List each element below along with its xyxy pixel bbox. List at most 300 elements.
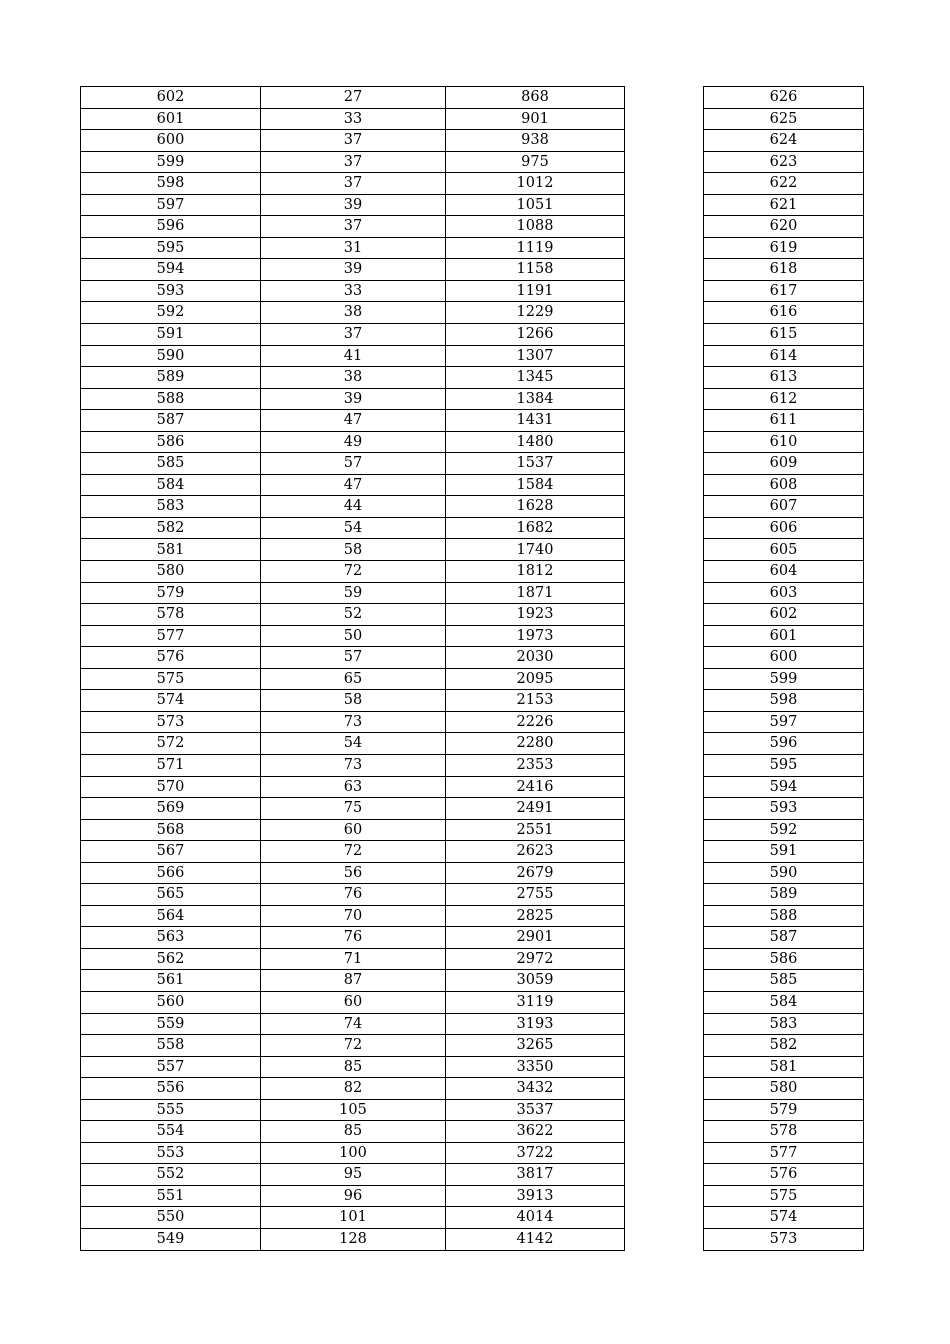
cumulative-cell: 2095 (446, 668, 625, 690)
count-cell: 47 (261, 410, 446, 432)
score-cell: 596 (704, 733, 864, 755)
table-row (81, 841, 625, 863)
table-row (704, 302, 864, 324)
score-cell: 605 (704, 539, 864, 561)
table-row (704, 1228, 864, 1250)
score-cell: 581 (81, 539, 261, 561)
count-cell: 54 (261, 733, 446, 755)
table-row (704, 905, 864, 927)
cumulative-cell: 2153 (446, 690, 625, 712)
cumulative-cell: 3119 (446, 991, 625, 1013)
score-cell: 614 (704, 345, 864, 367)
score-cell: 571 (81, 754, 261, 776)
score-cell: 577 (704, 1142, 864, 1164)
score-cell: 583 (81, 496, 261, 518)
count-cell: 72 (261, 561, 446, 583)
cumulative-cell: 3350 (446, 1056, 625, 1078)
score-cell: 567 (81, 841, 261, 863)
cumulative-cell: 1740 (446, 539, 625, 561)
table-row (81, 1142, 625, 1164)
score-cell: 612 (704, 388, 864, 410)
table-row (704, 280, 864, 302)
cumulative-cell: 1051 (446, 194, 625, 216)
count-cell: 95 (261, 1164, 446, 1186)
score-cell: 623 (704, 151, 864, 173)
table-row (81, 970, 625, 992)
score-cell: 599 (81, 151, 261, 173)
count-cell: 74 (261, 1013, 446, 1035)
count-cell: 85 (261, 1056, 446, 1078)
cumulative-cell: 1088 (446, 216, 625, 238)
score-cell: 587 (704, 927, 864, 949)
table-row (704, 754, 864, 776)
count-cell: 58 (261, 539, 446, 561)
cumulative-cell: 1682 (446, 517, 625, 539)
count-cell: 76 (261, 927, 446, 949)
cumulative-cell: 2030 (446, 647, 625, 669)
score-cell: 597 (704, 711, 864, 733)
table-row (704, 1142, 864, 1164)
cumulative-cell: 1871 (446, 582, 625, 604)
score-cell: 586 (704, 948, 864, 970)
table-row (704, 237, 864, 259)
score-cell: 556 (81, 1078, 261, 1100)
score-cell: 625 (704, 108, 864, 130)
table-row (81, 151, 625, 173)
table-row (81, 259, 625, 281)
cumulative-cell: 1973 (446, 625, 625, 647)
table-row (704, 991, 864, 1013)
table-row (704, 173, 864, 195)
table-row (81, 367, 625, 389)
score-cell: 602 (704, 604, 864, 626)
score-cell: 598 (81, 173, 261, 195)
count-cell: 87 (261, 970, 446, 992)
table-row (704, 216, 864, 238)
table-row (81, 108, 625, 130)
cumulative-cell: 2623 (446, 841, 625, 863)
table-row (704, 927, 864, 949)
table-row (704, 194, 864, 216)
score-cell: 610 (704, 431, 864, 453)
score-cell: 616 (704, 302, 864, 324)
table-row (704, 1056, 864, 1078)
table-row (81, 474, 625, 496)
table-row (81, 194, 625, 216)
cumulative-cell: 1628 (446, 496, 625, 518)
table-row (81, 539, 625, 561)
table-row (704, 582, 864, 604)
table-row (704, 668, 864, 690)
table-row (81, 388, 625, 410)
table-row (704, 1185, 864, 1207)
table-row (704, 388, 864, 410)
table-row (704, 862, 864, 884)
score-cell: 573 (704, 1228, 864, 1250)
cumulative-cell: 2226 (446, 711, 625, 733)
table-row (704, 948, 864, 970)
count-cell: 57 (261, 453, 446, 475)
cumulative-cell: 2491 (446, 798, 625, 820)
cumulative-cell: 2280 (446, 733, 625, 755)
table-row (81, 216, 625, 238)
table-row (704, 151, 864, 173)
cumulative-cell: 901 (446, 108, 625, 130)
side-score-table-body (704, 87, 864, 1251)
count-cell: 82 (261, 1078, 446, 1100)
table-row (704, 453, 864, 475)
table-row (704, 970, 864, 992)
score-cell: 611 (704, 410, 864, 432)
cumulative-cell: 1229 (446, 302, 625, 324)
score-cell: 578 (81, 604, 261, 626)
score-cell: 613 (704, 367, 864, 389)
score-cell: 574 (81, 690, 261, 712)
score-cell: 550 (81, 1207, 261, 1229)
score-table (80, 86, 625, 1251)
score-cell: 549 (81, 1228, 261, 1250)
count-cell: 60 (261, 991, 446, 1013)
score-cell: 601 (81, 108, 261, 130)
score-cell: 593 (704, 798, 864, 820)
score-cell: 561 (81, 970, 261, 992)
table-row (81, 1185, 625, 1207)
count-cell: 41 (261, 345, 446, 367)
table-row (81, 711, 625, 733)
table-row (704, 87, 864, 109)
score-cell: 602 (81, 87, 261, 109)
table-row (704, 108, 864, 130)
cumulative-cell: 1307 (446, 345, 625, 367)
score-cell: 584 (704, 991, 864, 1013)
table-row (81, 237, 625, 259)
table-row (81, 1056, 625, 1078)
table-row (81, 130, 625, 152)
count-cell: 63 (261, 776, 446, 798)
count-cell: 65 (261, 668, 446, 690)
score-cell: 594 (81, 259, 261, 281)
table-row (704, 561, 864, 583)
table-row (81, 1164, 625, 1186)
table-row (704, 324, 864, 346)
score-cell: 584 (81, 474, 261, 496)
count-cell: 39 (261, 259, 446, 281)
table-row (704, 1121, 864, 1143)
table-row (81, 561, 625, 583)
table-row (81, 884, 625, 906)
score-cell: 582 (81, 517, 261, 539)
count-cell: 56 (261, 862, 446, 884)
score-cell: 626 (704, 87, 864, 109)
table-row (704, 1164, 864, 1186)
table-row (81, 754, 625, 776)
count-cell: 49 (261, 431, 446, 453)
cumulative-cell: 3432 (446, 1078, 625, 1100)
score-cell: 590 (81, 345, 261, 367)
cumulative-cell: 938 (446, 130, 625, 152)
table-row (704, 625, 864, 647)
table-row (704, 1078, 864, 1100)
score-cell: 592 (704, 819, 864, 841)
score-cell: 572 (81, 733, 261, 755)
score-cell: 555 (81, 1099, 261, 1121)
count-cell: 75 (261, 798, 446, 820)
score-cell: 580 (704, 1078, 864, 1100)
table-row (704, 690, 864, 712)
cumulative-cell: 1119 (446, 237, 625, 259)
cumulative-cell: 1191 (446, 280, 625, 302)
score-cell: 589 (81, 367, 261, 389)
count-cell: 33 (261, 280, 446, 302)
table-row (704, 345, 864, 367)
table-row (704, 798, 864, 820)
table-row (81, 647, 625, 669)
score-cell: 606 (704, 517, 864, 539)
count-cell: 59 (261, 582, 446, 604)
cumulative-cell: 3265 (446, 1035, 625, 1057)
count-cell: 38 (261, 367, 446, 389)
score-cell: 554 (81, 1121, 261, 1143)
score-cell: 620 (704, 216, 864, 238)
table-row (81, 690, 625, 712)
score-cell: 557 (81, 1056, 261, 1078)
table-row (704, 819, 864, 841)
score-cell: 581 (704, 1056, 864, 1078)
score-cell: 600 (704, 647, 864, 669)
count-cell: 31 (261, 237, 446, 259)
table-row (704, 711, 864, 733)
count-cell: 37 (261, 324, 446, 346)
count-cell: 37 (261, 130, 446, 152)
score-cell: 600 (81, 130, 261, 152)
table-row (81, 927, 625, 949)
count-cell: 37 (261, 216, 446, 238)
table-row (81, 431, 625, 453)
count-cell: 73 (261, 711, 446, 733)
table-row (704, 130, 864, 152)
table-row (81, 1078, 625, 1100)
score-cell: 585 (81, 453, 261, 475)
score-cell: 575 (704, 1185, 864, 1207)
cumulative-cell: 2679 (446, 862, 625, 884)
cumulative-cell: 3537 (446, 1099, 625, 1121)
score-cell: 577 (81, 625, 261, 647)
table-row (81, 324, 625, 346)
cumulative-cell: 2353 (446, 754, 625, 776)
count-cell: 76 (261, 884, 446, 906)
table-row (704, 1013, 864, 1035)
score-cell: 624 (704, 130, 864, 152)
table-row (704, 539, 864, 561)
count-cell: 38 (261, 302, 446, 324)
score-cell: 609 (704, 453, 864, 475)
cumulative-cell: 3193 (446, 1013, 625, 1035)
cumulative-cell: 1012 (446, 173, 625, 195)
score-cell: 560 (81, 991, 261, 1013)
count-cell: 39 (261, 388, 446, 410)
score-cell: 558 (81, 1035, 261, 1057)
table-row (81, 1035, 625, 1057)
score-cell: 594 (704, 776, 864, 798)
score-cell: 619 (704, 237, 864, 259)
score-cell: 583 (704, 1013, 864, 1035)
cumulative-cell: 3059 (446, 970, 625, 992)
count-cell: 70 (261, 905, 446, 927)
table-row (704, 884, 864, 906)
score-cell: 576 (81, 647, 261, 669)
table-row (81, 453, 625, 475)
table-row (81, 1099, 625, 1121)
side-score-table (703, 86, 864, 1251)
cumulative-cell: 2825 (446, 905, 625, 927)
table-row (704, 259, 864, 281)
score-cell: 565 (81, 884, 261, 906)
count-cell: 71 (261, 948, 446, 970)
count-cell: 58 (261, 690, 446, 712)
score-cell: 622 (704, 173, 864, 195)
score-cell: 588 (81, 388, 261, 410)
score-cell: 553 (81, 1142, 261, 1164)
score-cell: 604 (704, 561, 864, 583)
table-row (704, 733, 864, 755)
table-row (704, 517, 864, 539)
count-cell: 85 (261, 1121, 446, 1143)
score-cell: 595 (704, 754, 864, 776)
table-row (81, 625, 625, 647)
table-row (81, 1228, 625, 1250)
table-row (81, 87, 625, 109)
score-cell: 575 (81, 668, 261, 690)
cumulative-cell: 975 (446, 151, 625, 173)
table-row (81, 991, 625, 1013)
score-cell: 595 (81, 237, 261, 259)
score-cell: 564 (81, 905, 261, 927)
score-cell: 621 (704, 194, 864, 216)
cumulative-cell: 1266 (446, 324, 625, 346)
cumulative-cell: 1158 (446, 259, 625, 281)
score-cell: 603 (704, 582, 864, 604)
table-row (704, 410, 864, 432)
score-cell: 589 (704, 884, 864, 906)
count-cell: 37 (261, 173, 446, 195)
table-row (704, 367, 864, 389)
table-row (81, 776, 625, 798)
score-cell: 607 (704, 496, 864, 518)
score-cell: 579 (704, 1099, 864, 1121)
score-cell: 551 (81, 1185, 261, 1207)
table-row (81, 345, 625, 367)
cumulative-cell: 1384 (446, 388, 625, 410)
count-cell: 39 (261, 194, 446, 216)
score-cell: 562 (81, 948, 261, 970)
cumulative-cell: 3913 (446, 1185, 625, 1207)
table-row (704, 431, 864, 453)
score-cell: 617 (704, 280, 864, 302)
cumulative-cell: 1584 (446, 474, 625, 496)
score-cell: 598 (704, 690, 864, 712)
score-cell: 599 (704, 668, 864, 690)
count-cell: 47 (261, 474, 446, 496)
cumulative-cell: 1923 (446, 604, 625, 626)
count-cell: 101 (261, 1207, 446, 1229)
table-row (704, 841, 864, 863)
cumulative-cell: 1480 (446, 431, 625, 453)
table-row (81, 604, 625, 626)
score-cell: 596 (81, 216, 261, 238)
score-cell: 586 (81, 431, 261, 453)
score-cell: 579 (81, 582, 261, 604)
cumulative-cell: 868 (446, 87, 625, 109)
score-cell: 590 (704, 862, 864, 884)
table-row (81, 1207, 625, 1229)
score-cell: 568 (81, 819, 261, 841)
count-cell: 128 (261, 1228, 446, 1250)
count-cell: 57 (261, 647, 446, 669)
cumulative-cell: 3622 (446, 1121, 625, 1143)
cumulative-cell: 3817 (446, 1164, 625, 1186)
table-row (704, 496, 864, 518)
score-cell: 552 (81, 1164, 261, 1186)
count-cell: 52 (261, 604, 446, 626)
count-cell: 50 (261, 625, 446, 647)
table-row (81, 948, 625, 970)
score-cell: 597 (81, 194, 261, 216)
score-cell: 585 (704, 970, 864, 992)
count-cell: 100 (261, 1142, 446, 1164)
score-cell: 563 (81, 927, 261, 949)
table-row (81, 302, 625, 324)
table-row (704, 1035, 864, 1057)
cumulative-cell: 2551 (446, 819, 625, 841)
score-cell: 608 (704, 474, 864, 496)
table-row (81, 1121, 625, 1143)
table-row (704, 604, 864, 626)
table-row (81, 173, 625, 195)
score-cell: 578 (704, 1121, 864, 1143)
table-row (704, 474, 864, 496)
score-cell: 582 (704, 1035, 864, 1057)
count-cell: 105 (261, 1099, 446, 1121)
table-row (704, 647, 864, 669)
score-cell: 573 (81, 711, 261, 733)
table-row (81, 798, 625, 820)
cumulative-cell: 4014 (446, 1207, 625, 1229)
count-cell: 96 (261, 1185, 446, 1207)
cumulative-cell: 2416 (446, 776, 625, 798)
cumulative-cell: 2972 (446, 948, 625, 970)
score-cell: 576 (704, 1164, 864, 1186)
table-row (704, 776, 864, 798)
cumulative-cell: 1537 (446, 453, 625, 475)
table-row (704, 1207, 864, 1229)
table-row (81, 862, 625, 884)
score-cell: 592 (81, 302, 261, 324)
table-row (81, 280, 625, 302)
count-cell: 33 (261, 108, 446, 130)
count-cell: 27 (261, 87, 446, 109)
table-row (81, 905, 625, 927)
score-cell: 587 (81, 410, 261, 432)
table-row (81, 1013, 625, 1035)
cumulative-cell: 2901 (446, 927, 625, 949)
cumulative-cell: 3722 (446, 1142, 625, 1164)
table-row (81, 410, 625, 432)
count-cell: 37 (261, 151, 446, 173)
count-cell: 73 (261, 754, 446, 776)
table-row (81, 733, 625, 755)
score-cell: 588 (704, 905, 864, 927)
count-cell: 60 (261, 819, 446, 841)
